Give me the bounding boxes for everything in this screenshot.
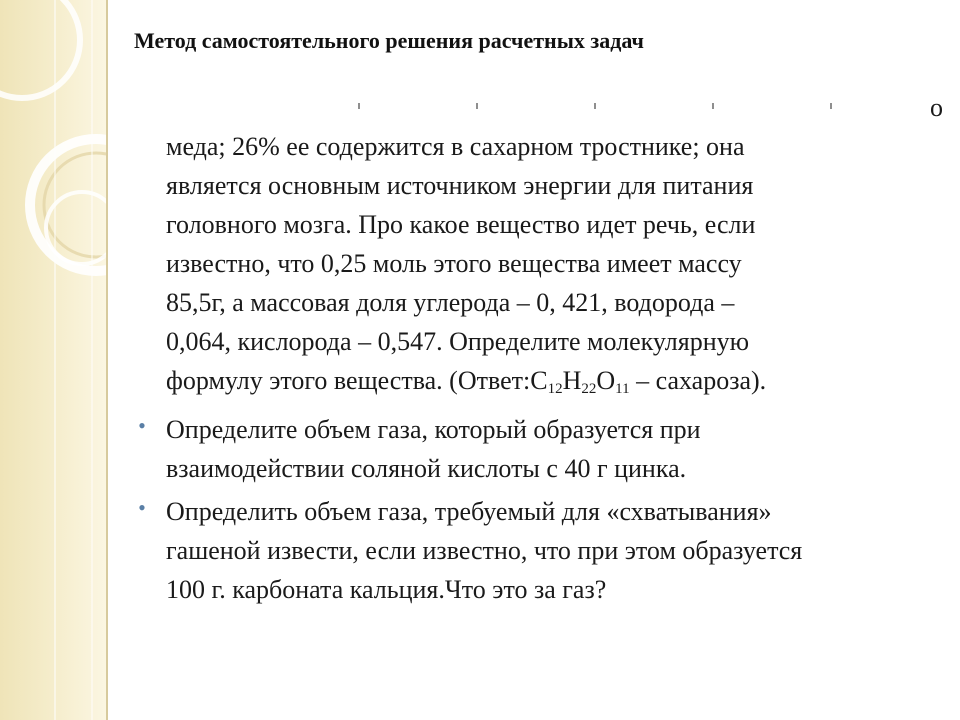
paragraph-line: 85,5г, а массовая доля углерода – 0, 421, водорода – xyxy=(166,288,735,317)
bullet-line: Определите объем газа, который образуется при xyxy=(166,415,701,444)
bullet-marker: • xyxy=(138,495,146,520)
cut-off-text-line xyxy=(286,103,906,109)
bullet-item-zinc xyxy=(166,410,701,488)
oxygen-symbol: О xyxy=(596,366,616,395)
bullet-item-lime xyxy=(166,492,802,609)
oxygen-subscript: 11 xyxy=(615,381,630,397)
bullet-line: 100 г. карбоната кальция.Что это за газ? xyxy=(166,575,607,604)
paragraph-line: 0,064, кислорода – 0,547. Определите молекулярную xyxy=(166,327,750,356)
decorative-side-band xyxy=(0,0,108,720)
paragraph-line: головного мозга. Про какое вещество идет речь, если xyxy=(166,210,756,239)
cut-off-character: о xyxy=(930,93,943,122)
formula-suffix: – сахароза). xyxy=(629,366,767,395)
hydrogen-symbol: Н xyxy=(562,366,582,395)
decorative-rings xyxy=(0,0,106,720)
paragraph-line: является основным источником энергии для питания xyxy=(166,171,754,200)
slide-title: Метод самостоятельного решения расчетных задач xyxy=(134,28,644,53)
bullet-line: Определить объем газа, требуемый для «схватывания» xyxy=(166,497,772,526)
formula-answer-line xyxy=(166,361,766,400)
bullet-marker: • xyxy=(138,413,146,438)
bullet-line: гашеной извести, если известно, что при этом образуется xyxy=(166,536,803,565)
paragraph-line: меда; 26% ее содержится в сахарном тростнике; она xyxy=(166,132,745,161)
first-paragraph xyxy=(166,127,766,400)
formula-prefix: формулу этого вещества. (Ответ:С xyxy=(166,366,548,395)
paragraph-line: известно, что 0,25 моль этого вещества имеет массу xyxy=(166,249,742,278)
hydrogen-subscript: 22 xyxy=(581,381,597,397)
bullet-line: взаимодействии соляной кислоты с 40 г цинка. xyxy=(166,454,687,483)
carbon-subscript: 12 xyxy=(547,381,563,397)
